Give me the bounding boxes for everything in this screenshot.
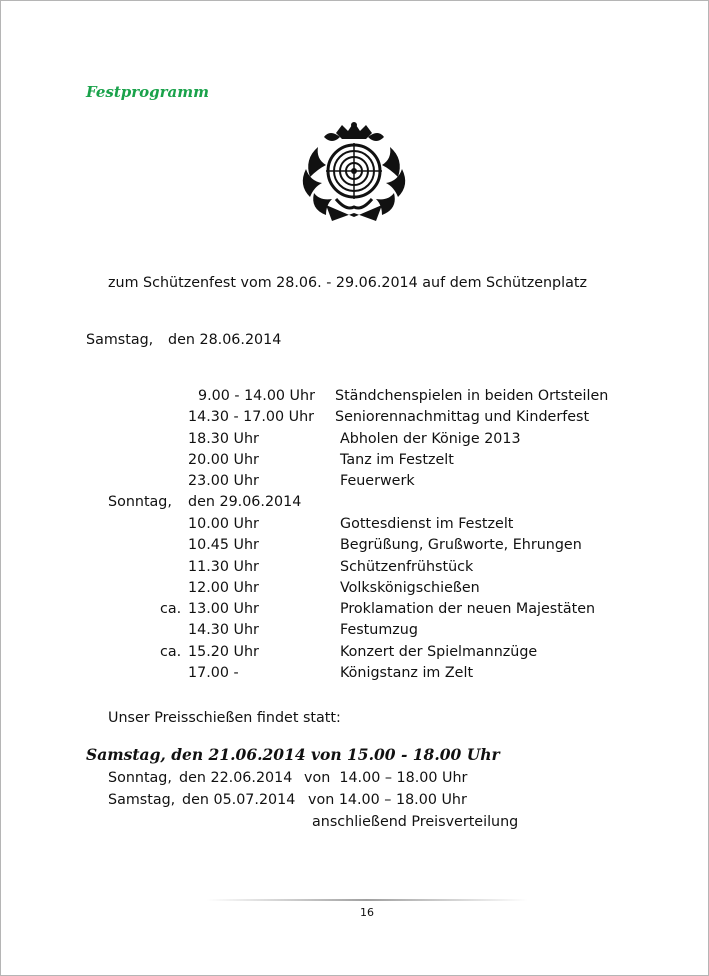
event-desc: Gottesdienst im Festzelt [340, 516, 514, 532]
event-time: 13.00 Uhr [188, 601, 259, 617]
preisschiessen-main-date: Samstag, den 21.06.2014 [86, 745, 306, 764]
event-desc: Abholen der Könige 2013 [340, 431, 521, 447]
saturday-day-label: Samstag, [86, 332, 154, 348]
event-desc: Königstanz im Zelt [340, 665, 474, 681]
preisschiessen-time: von 14.00 – 18.00 Uhr [304, 770, 468, 786]
event-desc: Schützenfrühstück [340, 559, 474, 575]
sunday-day-label: Sonntag, [108, 494, 172, 510]
event-time: 11.30 Uhr [188, 559, 259, 575]
event-desc: Tanz im Festzelt [340, 452, 454, 468]
event-time: 12.00 Uhr [188, 580, 259, 596]
preisschiessen-time: von 14.00 – 18.00 Uhr [308, 792, 467, 808]
sunday-date: den 29.06.2014 [188, 494, 302, 510]
event-desc: Begrüßung, Grußworte, Ehrungen [340, 537, 582, 553]
event-time: 20.00 Uhr [188, 452, 259, 468]
festival-intro: zum Schützenfest vom 28.06. - 29.06.2014 auf dem Schützenplatz [108, 275, 587, 291]
preisverteilung-note: anschließend Preisverteilung [312, 814, 519, 830]
event-time: 10.45 Uhr [188, 537, 259, 553]
event-time: 14.30 Uhr [188, 622, 259, 638]
event-time: 17.00 - [188, 665, 239, 681]
event-time: 9.00 - 14.00 Uhr [198, 388, 315, 404]
page-number: 16 [360, 906, 374, 919]
event-desc: Konzert der Spielmannzüge [340, 644, 538, 660]
event-time: 14.30 - 17.00 Uhr [188, 409, 315, 425]
footer-divider [206, 899, 528, 901]
page-title: Festprogramm [86, 83, 209, 101]
event-time: 10.00 Uhr [188, 516, 259, 532]
preisschiessen-day: Samstag, [108, 792, 176, 808]
preisschiessen-date: den 22.06.2014 [179, 770, 293, 786]
event-time: 18.30 Uhr [188, 431, 259, 447]
event-desc: Feuerwerk [340, 473, 415, 489]
preisschiessen-day: Sonntag, [108, 770, 172, 786]
event-desc: Seniorennachmittag und Kinderfest [335, 409, 590, 425]
saturday-date: den 28.06.2014 [168, 332, 282, 348]
event-desc: Proklamation der neuen Majestäten [340, 601, 596, 617]
preisschiessen-main-time: von 15.00 - 18.00 Uhr [311, 745, 500, 764]
preisschiessen-date: den 05.07.2014 [182, 792, 296, 808]
event-desc: Festumzug [340, 622, 418, 638]
schuetzen-target-wreath-icon [296, 119, 412, 223]
event-time: 15.20 Uhr [188, 644, 259, 660]
event-desc: Ständchenspielen in beiden Ortsteilen [335, 388, 609, 404]
preisschiessen-heading: Unser Preisschießen findet statt: [108, 710, 341, 726]
event-time-prefix: ca. [160, 644, 182, 660]
event-time: 23.00 Uhr [188, 473, 259, 489]
event-time-prefix: ca. [160, 601, 182, 617]
event-desc: Volkskönigschießen [340, 580, 480, 596]
